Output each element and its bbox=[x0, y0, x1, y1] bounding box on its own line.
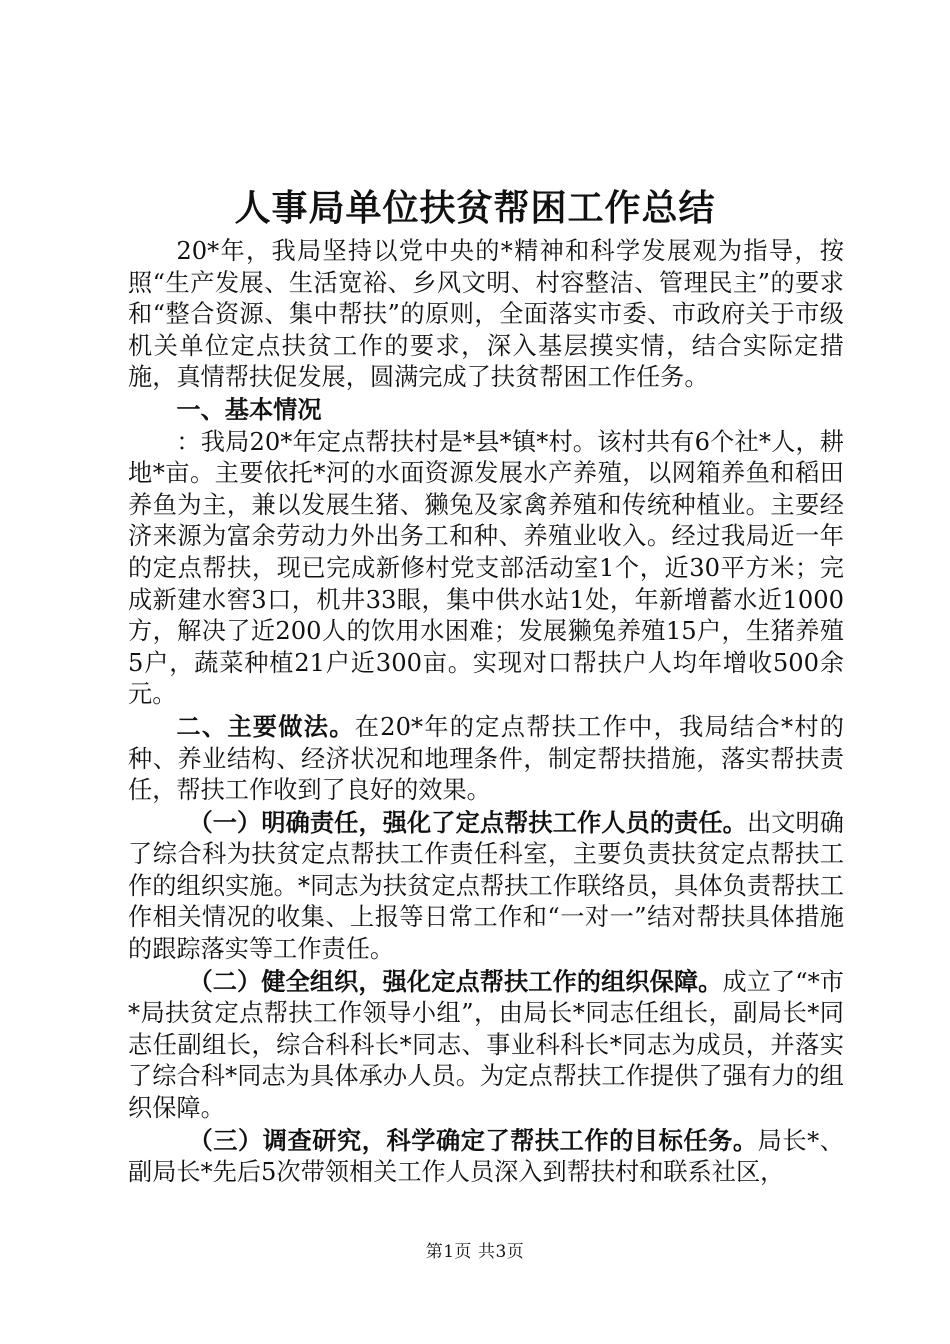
section-2-heading: 二、主要做法。 bbox=[176, 711, 355, 741]
intro-paragraph: 20*年，我局坚持以党中央的*精神和科学发展观为指导，按照“生产发展、生活宽裕、乡风文明、村容整洁、管理民主”的要求和“整合资源、集中帮扶”的原则，全面落实市委、市政府关于市级机关单位定点扶贫工作的要求，深入基层摸实情，结合实际定措施，真情帮扶促发展，圆满完成了扶贫帮困工作任务。 bbox=[128, 237, 844, 392]
section-2-paragraph bbox=[128, 711, 844, 807]
section-heading-basic bbox=[128, 394, 844, 427]
subsection-1-text: 出文明确了综合科为扶贫定点帮扶工作责任科室，主要负责扶贫定点帮扶工作的组织实施。*同志为扶贫定点帮扶工作联络员，具体负责帮扶工作相关情况的收集、上报等日常工作和“一对一”结对帮扶具体措施的跟踪落实等工作责任。 bbox=[128, 808, 844, 964]
section-1-heading: 一、基本情况 bbox=[176, 394, 322, 424]
subsection-1-heading: （一）明确责任，强化了定点帮扶工作人员的责任。 bbox=[188, 807, 747, 837]
document-title: 人事局单位扶贫帮困工作总结 bbox=[234, 187, 716, 229]
subsection-3-heading: （三）调查研究，科学确定了帮扶工作的目标任务。 bbox=[188, 1125, 758, 1155]
subsection-3-paragraph bbox=[128, 1125, 844, 1189]
subsection-2-text: 成立了“*市*局扶贫定点帮扶工作领导小组”，由局长*同志任组长，副局长*同志任副组长，综合科科长*同志、事业科科长*同志为成员，并落实了综合科*同志为具体承办人员。为定点帮扶工作提供了强有力的组织保障。 bbox=[128, 967, 844, 1123]
document-body bbox=[128, 236, 844, 1189]
page-footer: 第1页 共3页 bbox=[425, 1242, 525, 1262]
subsection-3-text: 局长*、副局长*先后5次带领相关工作人员深入到帮扶村和联系社区， bbox=[128, 1126, 844, 1187]
section-2-text: 在20*年的定点帮扶工作中，我局结合*村的种、养业结构、经济状况和地理条件，制定帮扶措施，落实帮扶责任，帮扶工作收到了良好的效果。 bbox=[128, 712, 844, 805]
subsection-2-heading: （二）健全组织，强化定点帮扶工作的组织保障。 bbox=[188, 966, 723, 996]
section-1-text: ：我局20*年定点帮扶村是*县*镇*村。该村共有6个社*人，耕地*亩。主要依托*河的水面资源发展水产养殖，以网箱养鱼和稻田养鱼为主，兼以发展生猪、獭兔及家禽养殖和传统种植业。主要经济来源为富余劳动力外出务工和种、养殖业收入。经过我局近一年的定点帮扶，现已完成新修村党支部活动室1个，近30平方米；完成新建水窖3口，机井33眼，集中供水站1处，年新增蓄水近1000方，解决了近200人的饮用水困难；发展獭兔养殖15户，生猪养殖5户，蔬菜种植21户近300亩。实现对口帮扶户人均年增收500余元。 bbox=[128, 427, 844, 709]
section-1-paragraph bbox=[128, 427, 844, 711]
subsection-1-paragraph bbox=[128, 807, 844, 966]
subsection-2-paragraph bbox=[128, 966, 844, 1125]
